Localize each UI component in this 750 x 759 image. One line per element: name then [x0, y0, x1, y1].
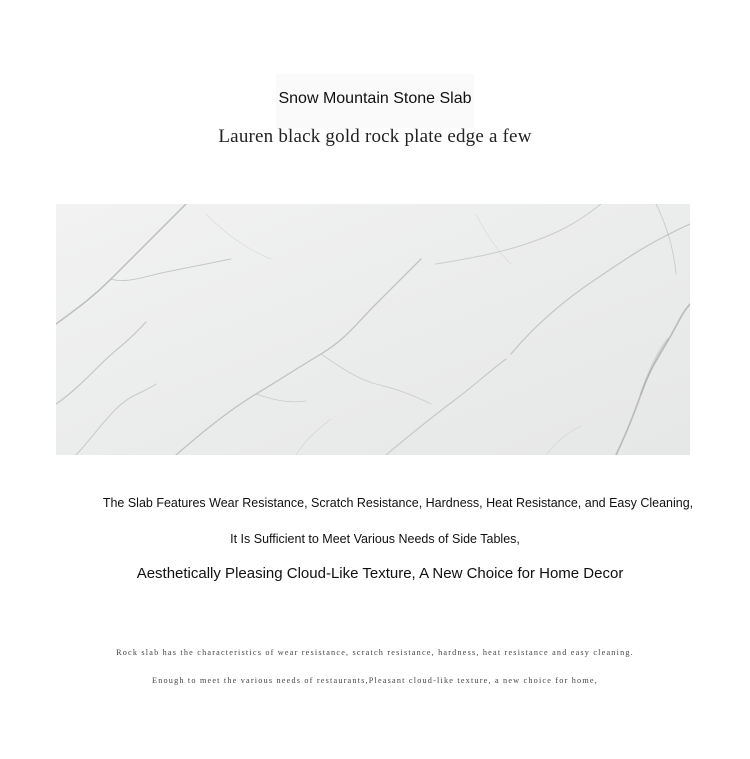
- marble-texture: [56, 204, 690, 455]
- feature-line-1: The Slab Features Wear Resistance, Scratch Resistance, Hardness, Heat Resistance, and Easy Cleaning,: [102, 496, 694, 510]
- product-subtitle: Lauren black gold rock plate edge a few: [218, 126, 532, 147]
- feature-line-3: Aesthetically Pleasing Cloud-Like Texture, A New Choice for Home Decor: [136, 565, 624, 582]
- description-line-1: Rock slab has the characteristics of wear resistance, scratch resistance, hardness, heat resistance and easy cleaning.: [116, 648, 634, 657]
- description-line-2: Enough to meet the various needs of restaurants,Pleasant cloud-like texture, a new choice for home,: [152, 676, 598, 685]
- product-title: Snow Mountain Stone Slab: [278, 90, 472, 107]
- feature-line-2: It Is Sufficient to Meet Various Needs of Side Tables,: [230, 532, 520, 546]
- marble-slab-image: [56, 204, 690, 455]
